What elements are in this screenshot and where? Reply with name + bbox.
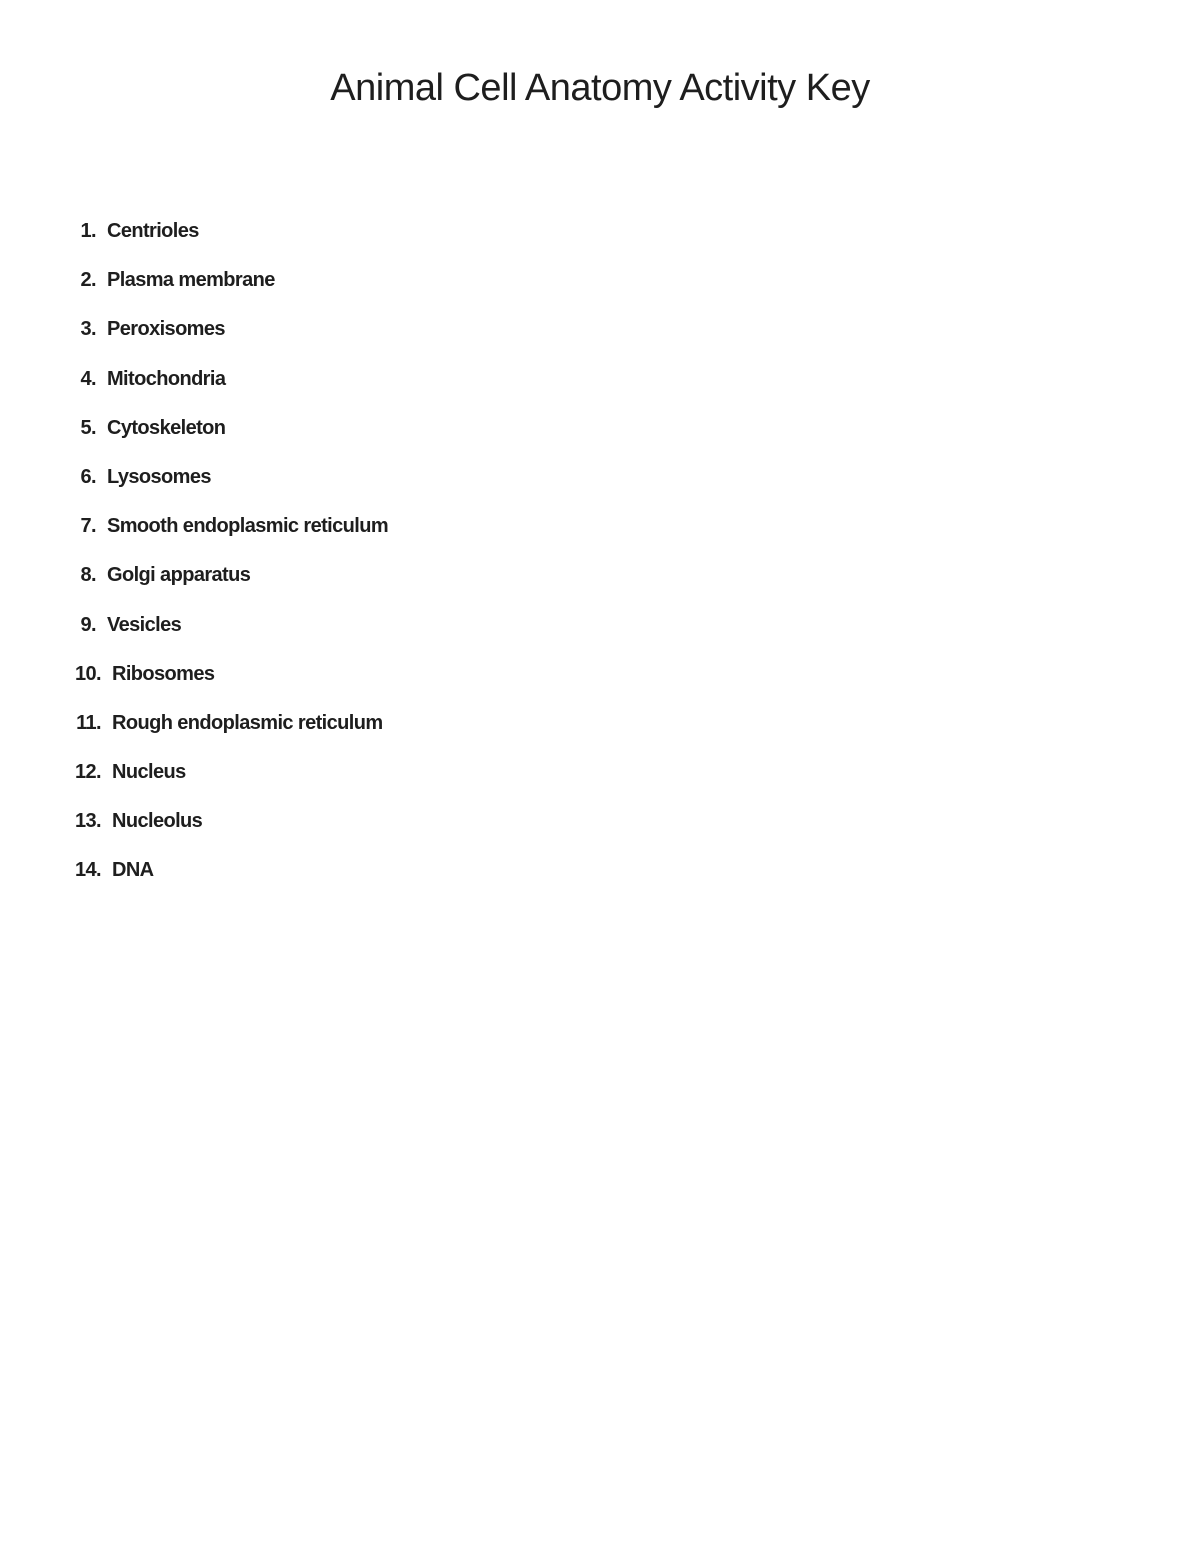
- list-item: [0, 413, 800, 462]
- list-item: [0, 265, 800, 314]
- list-item: [0, 216, 800, 265]
- list-item: [0, 610, 800, 659]
- item-label: Golgi apparatus: [107, 564, 251, 587]
- item-number: 9.: [80, 613, 96, 636]
- item-label: Vesicles: [107, 613, 182, 636]
- item-number: 3.: [80, 318, 96, 341]
- answer-list: [0, 216, 800, 905]
- list-item: [0, 806, 800, 855]
- item-label: DNA: [112, 859, 154, 882]
- item-number: 6.: [80, 465, 96, 488]
- list-item: [0, 314, 800, 363]
- item-number: 14.: [74, 859, 101, 882]
- item-label: Plasma membrane: [107, 269, 275, 292]
- item-number: 1.: [80, 220, 96, 242]
- list-item: [0, 560, 800, 609]
- item-number: 11.: [76, 711, 101, 734]
- list-item: [0, 364, 800, 413]
- item-label: Nucleolus: [112, 810, 203, 833]
- item-number: 5.: [80, 416, 96, 439]
- item-number: 4.: [80, 367, 96, 390]
- list-item: [0, 708, 800, 757]
- item-number: 13.: [74, 810, 101, 833]
- list-item: [0, 659, 800, 708]
- item-number: 8.: [80, 564, 96, 587]
- item-label: Smooth endoplasmic reticulum: [107, 515, 389, 538]
- item-number: 7.: [80, 515, 96, 538]
- item-label: Cytoskeleton: [107, 416, 226, 439]
- item-label: Rough endoplasmic reticulum: [112, 711, 383, 734]
- item-label: Nucleus: [112, 761, 186, 784]
- item-number: 12.: [74, 761, 101, 784]
- item-label: Mitochondria: [107, 367, 226, 390]
- item-number: 2.: [80, 269, 96, 292]
- list-item: [0, 462, 800, 511]
- page-title: Animal Cell Anatomy Activity Key: [330, 67, 870, 109]
- item-label: Ribosomes: [112, 662, 215, 685]
- item-label: Lysosomes: [107, 465, 211, 488]
- item-number: 10.: [74, 662, 101, 685]
- item-label: Peroxisomes: [107, 318, 225, 341]
- list-item: [0, 511, 800, 560]
- item-label: Centrioles: [107, 220, 199, 242]
- list-item: [0, 855, 800, 904]
- list-item: [0, 757, 800, 806]
